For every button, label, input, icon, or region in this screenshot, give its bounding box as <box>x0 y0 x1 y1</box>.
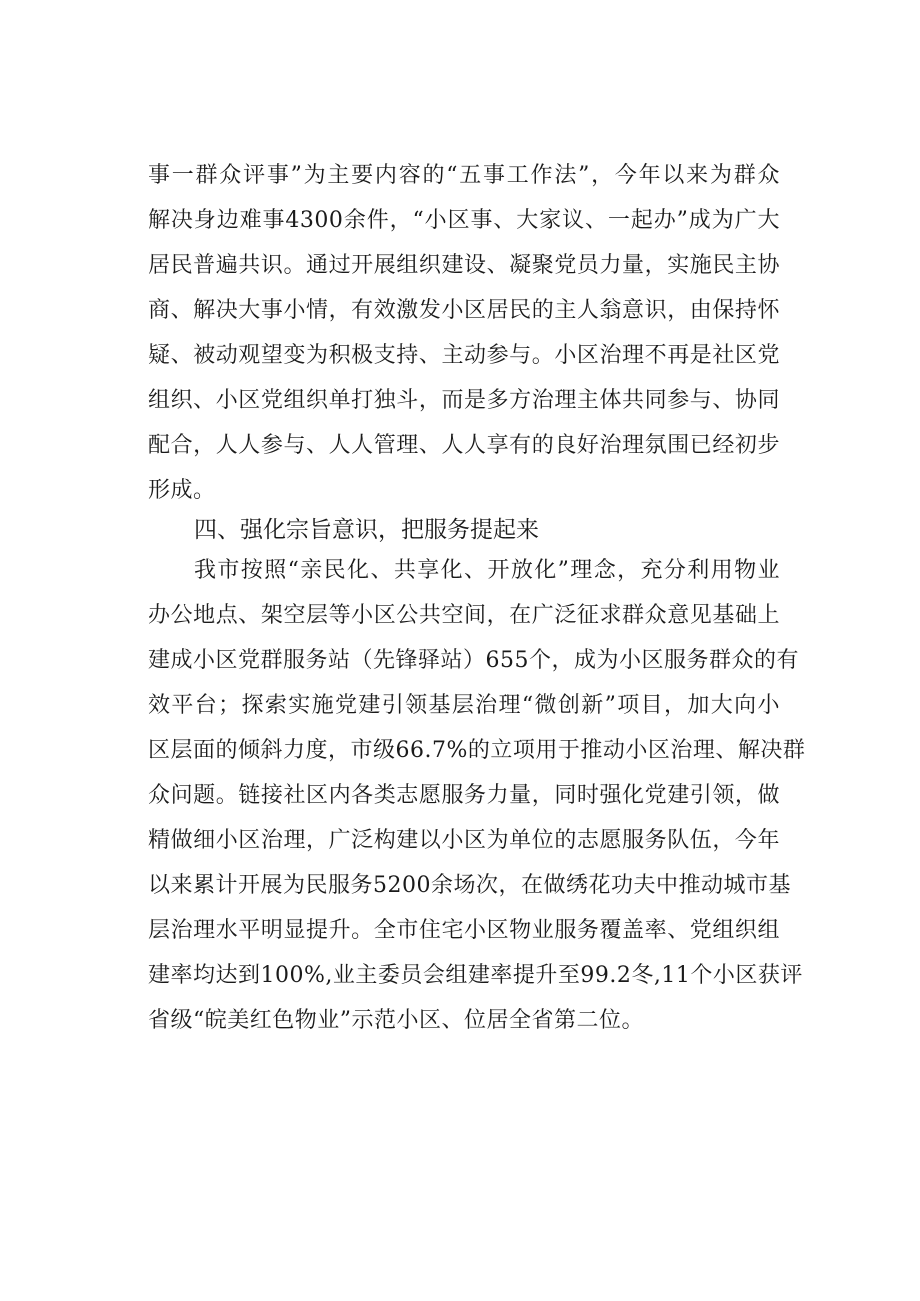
paragraph-1-line: 组织、小区党组织单打独斗，而是多方治理主体共同参与、协同 <box>148 388 780 413</box>
paragraph-2-line: 省级“皖美红色物业”示范小区、位居全省第二位。 <box>148 1008 644 1033</box>
paragraph-2-line: 众问题。链接社区内各类志愿服务力量，同时强化党建引领，做 <box>148 783 780 808</box>
paragraph-1-line: 形成。 <box>148 478 216 503</box>
paragraph-1-line: 商、解决大事小情，有效激发小区居民的主人翁意识，由保持怀 <box>148 298 780 323</box>
paragraph-2-line: 建成小区党群服务站（先锋驿站）655个，成为小区服务群众的有 <box>148 648 799 673</box>
section-heading-text: 四、强化宗旨意识，把服务提起来 <box>194 517 539 543</box>
paragraph-1-line: 解决身边难事4300余件，“小区事、大家议、一起办”成为广大 <box>148 208 780 233</box>
paragraph-2 <box>148 548 806 1043</box>
paragraph-2-line: 效平台；探索实施党建引领基层治理“微创新”项目，加大向小 <box>148 693 780 718</box>
paragraph-2-line: 建率均达到100%,业主委员会组建率提升至99.2冬,11个小区获评 <box>148 963 803 988</box>
section-heading <box>148 508 780 553</box>
paragraph-1-line: 配合，人人参与、人人管理、人人享有的良好治理氛围已经初步 <box>148 433 780 458</box>
paragraph-2-line: 区层面的倾斜力度，市级66.7%的立项用于推动小区治理、解决群 <box>148 738 806 763</box>
paragraph-1-line: 疑、被动观望变为积极支持、主动参与。小区治理不再是社区党 <box>148 343 780 368</box>
paragraph-1-line: 居民普遍共识。通过开展组织建设、凝聚党员力量，实施民主协 <box>148 253 780 278</box>
paragraph-1-line: 事一群众评事”为主要内容的“五事工作法”，今年以来为群众 <box>148 163 780 188</box>
paragraph-2-line: 我市按照“亲民化、共享化、开放化”理念，充分利用物业 <box>194 558 780 583</box>
paragraph-1 <box>148 153 780 513</box>
paragraph-2-line: 层治理水平明显提升。全市住宅小区物业服务覆盖率、党组织组 <box>148 918 780 943</box>
paragraph-2-line: 办公地点、架空层等小区公共空间，在广泛征求群众意见基础上 <box>148 603 780 628</box>
paragraph-2-line: 以来累计开展为民服务5200余场次，在做绣花功夫中推动城市基 <box>148 873 791 898</box>
paragraph-2-line: 精做细小区治理，广泛构建以小区为单位的志愿服务队伍，今年 <box>148 828 780 853</box>
